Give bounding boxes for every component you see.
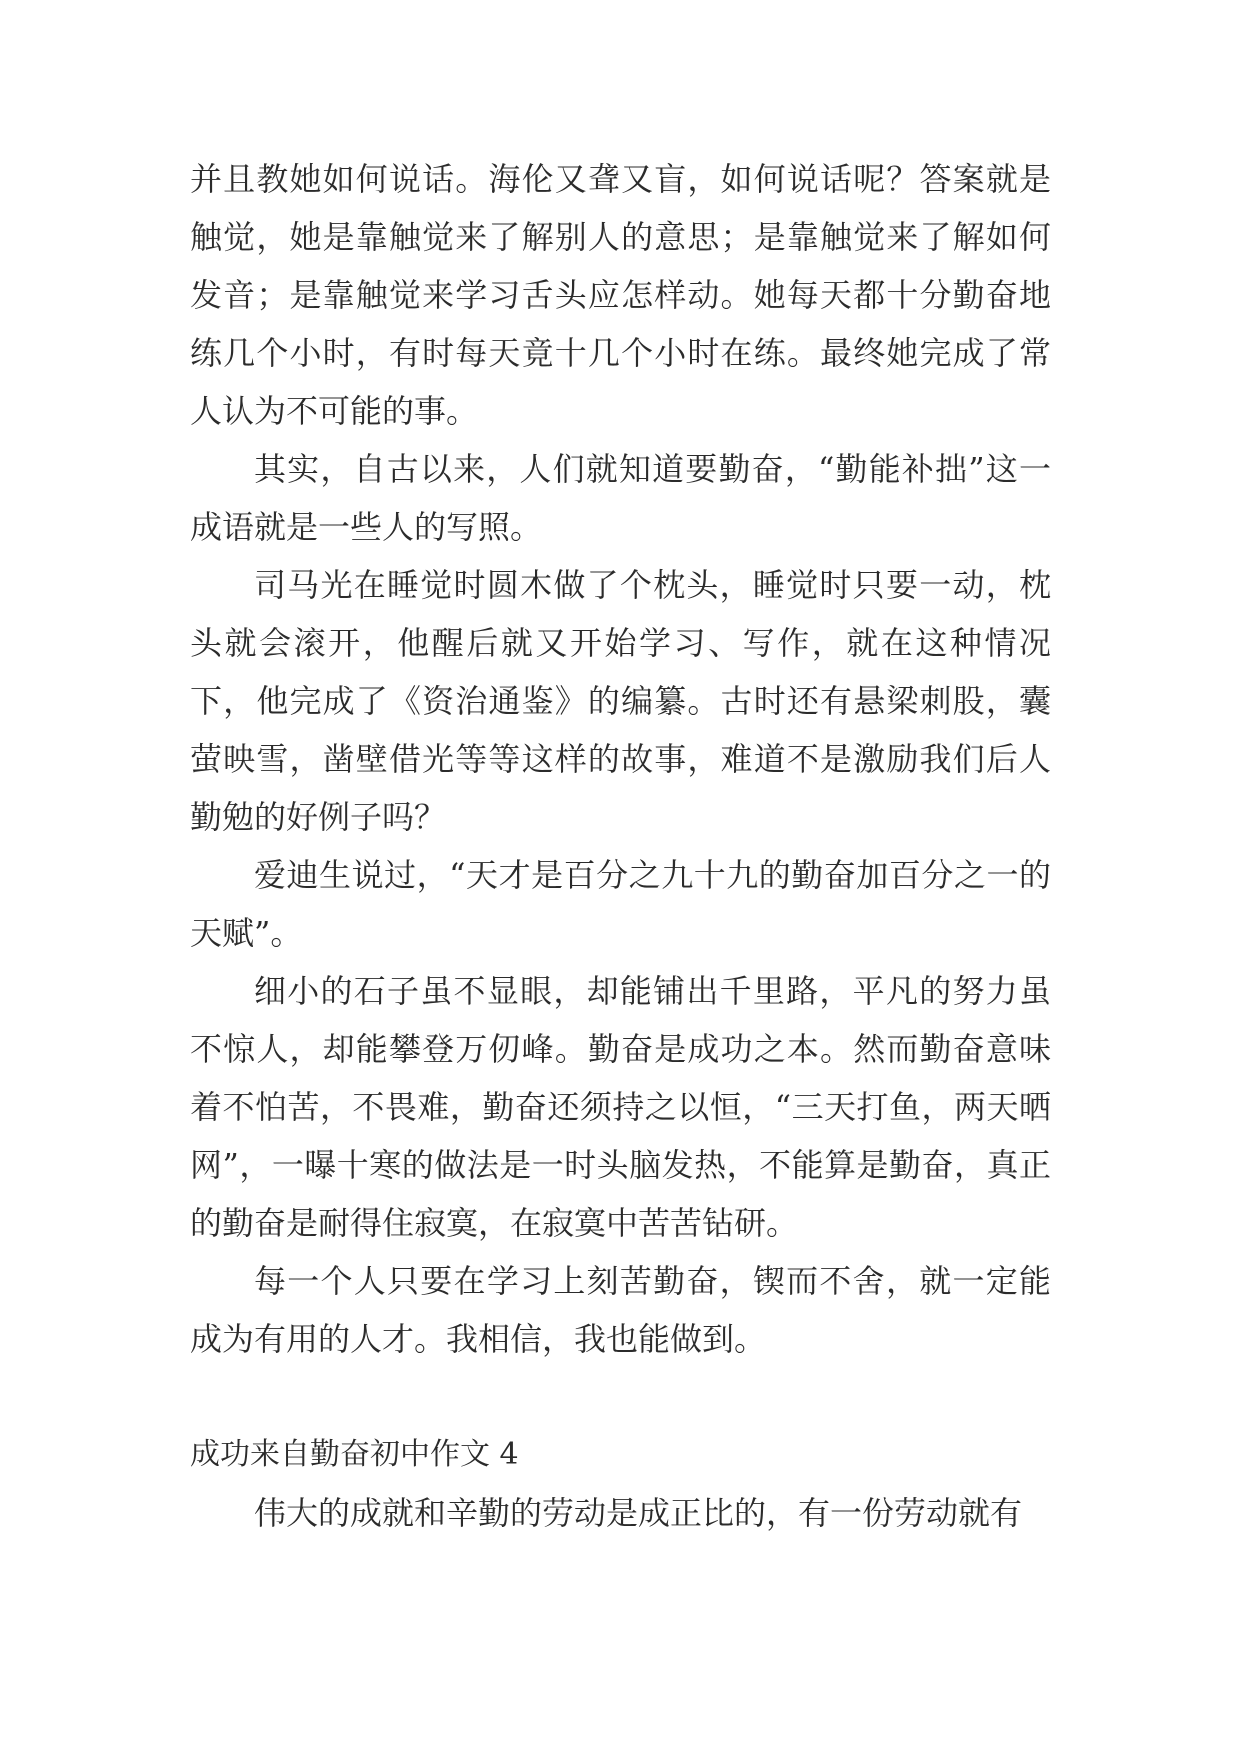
paragraph: 细小的石子虽不显眼，却能铺出千里路，平凡的努力虽不惊人，却能攀登万仞峰。勤奋是成功之本。然而勤奋意味着不怕苦，不畏难，勤奋还须持之以恒，“三天打鱼，两天晒网”，一曝十寒的做法是一时头脑发热，不能算是勤奋，真正的勤奋是耐得住寂寞，在寂寞中苦苦钻研。 [190,972,1051,1242]
paragraph: 其实，自古以来，人们就知道要勤奋，“勤能补拙”这一成语就是一些人的写照。 [190,450,1051,546]
document-page [190,150,1051,1542]
section-title: 成功来自勤奋初中作文 4 [190,1437,519,1472]
paragraph: 并且教她如何说话。海伦又聋又盲，如何说话呢？答案就是触觉，她是靠触觉来了解别人的意思；是靠触觉来了解如何发音；是靠触觉来学习舌头应怎样动。她每天都十分勤奋地练几个小时，有时每天竟十几个小时在练。最终她完成了常人认为不可能的事。 [190,160,1051,430]
paragraph: 每一个人只要在学习上刻苦勤奋，锲而不舍，就一定能成为有用的人才。我相信，我也能做到。 [190,1262,1051,1358]
paragraph: 伟大的成就和辛勤的劳动是成正比的，有一份劳动就有 [254,1494,1023,1532]
paragraph: 爱迪生说过，“天才是百分之九十九的勤奋加百分之一的天赋”。 [190,856,1051,952]
paragraph: 司马光在睡觉时圆木做了个枕头，睡觉时只要一动，枕头就会滚开，他醒后就又开始学习、写作，就在这种情况下，他完成了《资治通鉴》的编纂。古时还有悬梁刺股，囊萤映雪，凿壁借光等等这样的故事，难道不是激励我们后人勤勉的好例子吗？ [190,566,1051,836]
